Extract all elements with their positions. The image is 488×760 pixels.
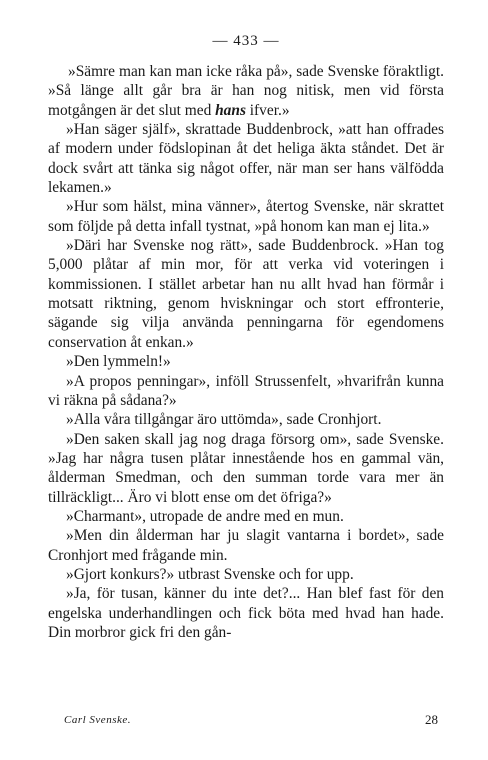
paragraph-10: »Men din ålderman har ju slagit vantarna i bordet», sade Cronhjort med frågande min. bbox=[48, 527, 444, 564]
paragraph-2: »Han säger själf», skrattade Buddenbrock, »att han offrades af modern under födslopinan åt det heliga äkta ståndet. Det är dock svårt att tänka sig något offer, när man ser hans välfödda lekamen.» bbox=[48, 121, 444, 197]
signature-mark: Carl Svenske. bbox=[64, 714, 131, 726]
paragraph-9: »Charmant», utropade de andre med en mun. bbox=[66, 507, 344, 525]
paragraph-1 bbox=[48, 62, 444, 120]
paragraph-1-tail: ifver.» bbox=[245, 101, 290, 119]
sheet-number: 28 bbox=[425, 712, 438, 727]
paragraph-4: »Däri har Svenske nog rätt», sade Buddenbrock. »Han tog 5,000 plåtar af min mor, för att verka vid voteringen i kommissionen. I stället arbetar han nu allt hvad han förmår i motsatt riktning, genom hviskningar och stort effronterie, sägande sig vilja använda penningarna för egendomens conservation åt enkan.» bbox=[48, 237, 444, 351]
paragraph-8: »Den saken skall jag nog draga försorg om», sade Svenske. »Jag har några tusen plåtar innestående hos en gammal vän, ålderman Smedman, och den summan torde vara mer än tillräckligt... Äro vi blott ense om det öfriga?» bbox=[48, 430, 444, 506]
paragraph-7: »Alla våra tillgångar äro uttömda», sade Cronhjort. bbox=[66, 411, 382, 429]
page-footer bbox=[48, 710, 444, 730]
paragraph-3: »Hur som hälst, mina vänner», återtog Svenske, när skrattet som följde på detta infall tystnat, »på honom kan man ej lita.» bbox=[48, 198, 444, 235]
paragraph-6: »A propos penningar», inföll Strussenfelt, »hvarifrån kunna vi räkna på sådana?» bbox=[48, 372, 444, 409]
paragraph-5: »Den lymmeln!» bbox=[66, 353, 171, 371]
paragraph-1-text: »Sämre man kan man icke råka på», sade Svenske föraktligt. »Så länge allt går bra är han nog nitisk, men vid första motgången är det slut med bbox=[48, 63, 444, 119]
page-number: — 433 — bbox=[212, 33, 280, 49]
paragraph-11: »Gjort konkurs?» utbrast Svenske och for upp. bbox=[66, 565, 354, 583]
book-page bbox=[48, 30, 444, 730]
emphasis-hans: hans bbox=[215, 101, 246, 119]
body-text bbox=[48, 62, 444, 642]
paragraph-12: »Ja, för tusan, känner du inte det?... Han blef fast för den engelska underhandlingen och fick böta med hvad han hade. Din morbror gick fri den gån- bbox=[48, 585, 444, 641]
